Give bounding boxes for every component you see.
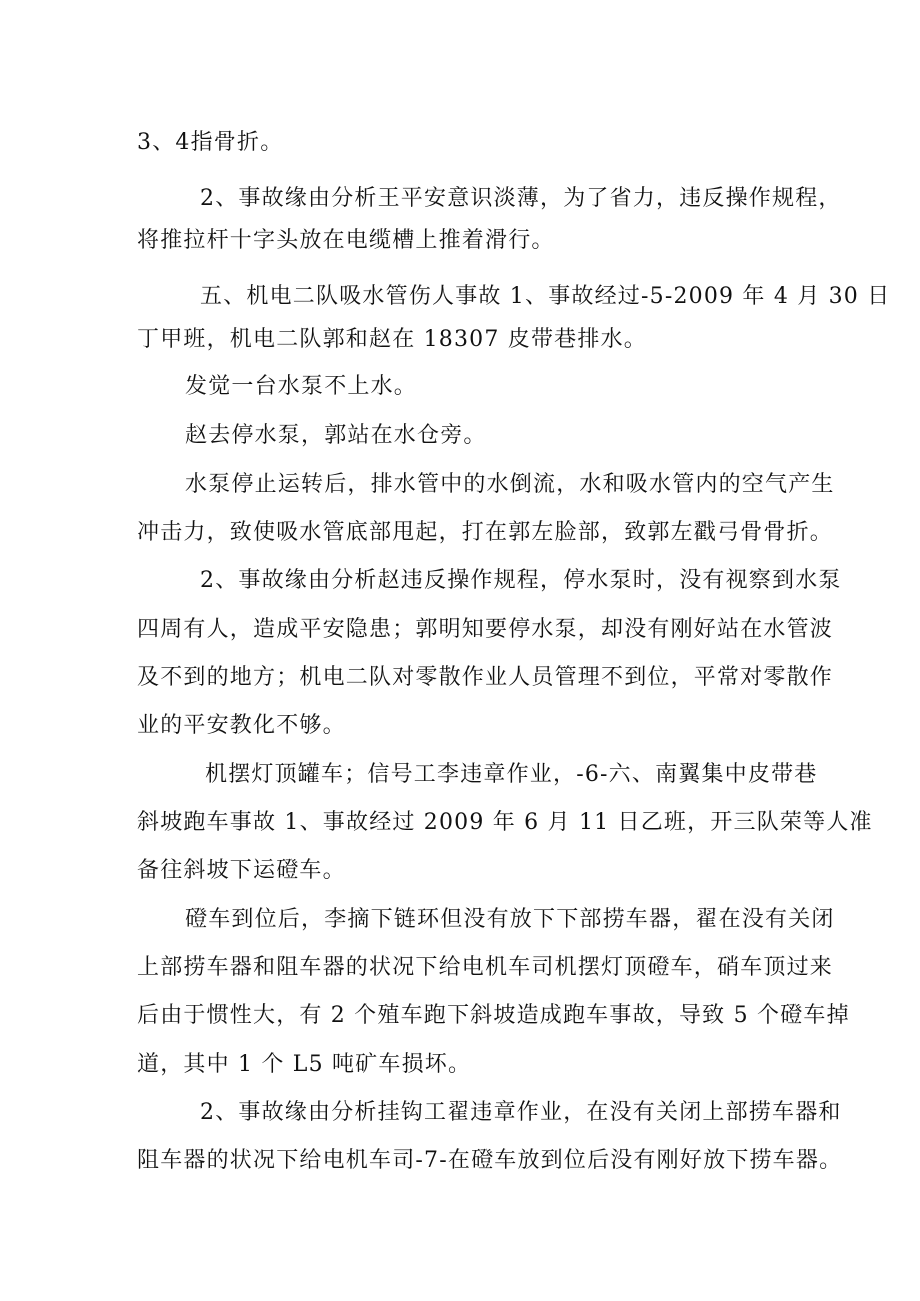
text-line: 2、事故缘由分析挂钩工翟违章作业，在没有关闭上部捞车器和 [200,1100,842,1125]
text-line: 2、事故缘由分析王平安意识淡薄，为了省力，违反操作规程， [200,186,842,211]
text-line: 及不到的地方；机电二队对零散作业人员管理不到位，平常对零散作 [137,665,834,690]
text-line: 五、机电二队吸水管伤人事故 1、事故经过-5-2009 年 4 月 30 日 [200,284,891,309]
text-line: 冲击力，致使吸水管底部甩起，打在郭左脸部，致郭左戳弓骨骨折。 [137,520,834,545]
text-line: 水泵停止运转后，排水管中的水倒流，水和吸水管内的空气产生 [185,472,835,497]
text-line: 业的平安教化不够。 [137,713,346,738]
text-line: 备往斜坡下运磴车。 [137,858,346,883]
text-line: 2、事故缘由分析赵违反操作规程，停水泵时，没有视察到水泵 [200,568,842,593]
text-line: 阻车器的状况下给电机车司-7-在磴车放到位后没有刚好放下捞车器。 [137,1148,843,1173]
text-line: 斜坡跑车事故 1、事故经过 2009 年 6 月 11 日乙班，开三队荣等人准 [137,810,873,835]
text-line: 发觉一台水泵不上水。 [185,374,418,399]
text-line: 道，其中 1 个 L5 吨矿车损坏。 [137,1052,472,1077]
text-line: 磴车到位后，李摘下链环但没有放下下部捞车器，翟在没有关闭 [185,907,835,932]
text-line: 上部捞车器和阻车器的状况下给电机车司机摆灯顶磴车，硝车顶过来 [137,955,834,980]
text-line: 赵去停水泵，郭站在水仓旁。 [185,423,487,448]
text-line: 3、4指骨折。 [137,130,284,155]
text-line: 机摆灯顶罐车；信号工李违章作业，-6-六、南翼集中皮带巷 [205,762,818,787]
text-line: 将推拉杆十字头放在电缆槽上推着滑行。 [137,228,555,253]
text-line: 四周有人，造成平安隐患；郭明知要停水泵，却没有刚好站在水管波 [137,617,834,642]
text-line: 丁甲班，机电二队郭和赵在 18307 皮带巷排水。 [137,327,647,352]
text-line: 后由于惯性大，有 2 个殖车跑下斜坡造成跑车事故，导致 5 个磴车掉 [137,1003,850,1028]
